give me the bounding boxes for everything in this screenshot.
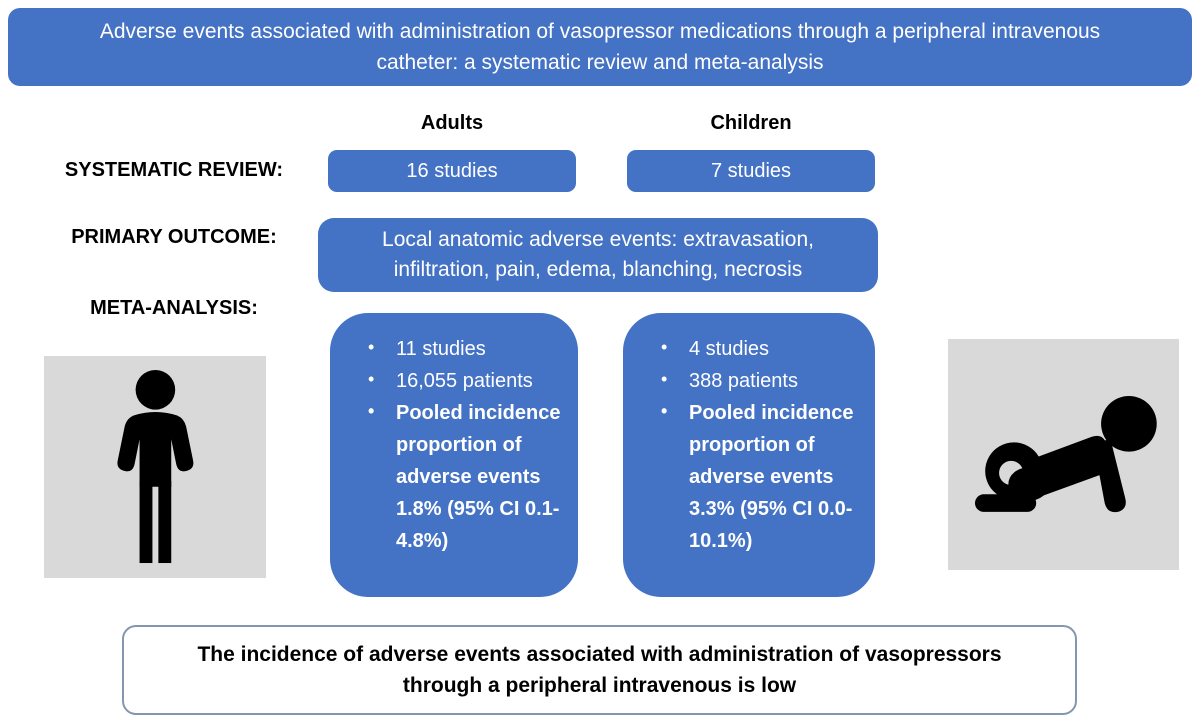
- children-studies-box: 7 studies: [627, 150, 875, 192]
- bullet-item: • 11 studies: [366, 333, 562, 365]
- conclusion-text: The incidence of adverse events associated with administration of vasopressors through a peripheral intravenous is low: [197, 642, 1002, 697]
- conclusion-box: [122, 625, 1077, 715]
- figure-title: Adverse events associated with administration of vasopressor medications through a peripheral intravenous catheter: a systematic review and meta-analysis: [99, 19, 1101, 74]
- bullet-item: • 4 studies: [659, 333, 855, 365]
- bullet-item: • Pooled incidence proportion of adverse events 3.3% (95% CI 0.0-10.1%): [659, 397, 855, 557]
- title-banner: [8, 8, 1192, 86]
- adults-studies-box: 16 studies: [328, 150, 576, 192]
- children-bullet-list: [623, 333, 861, 557]
- bullet-item: • Pooled incidence proportion of adverse events 1.8% (95% CI 0.1-4.8%): [366, 397, 562, 557]
- column-header-children: Children: [710, 112, 792, 134]
- adults-meta-analysis-box: [330, 313, 578, 597]
- primary-outcome-text: Local anatomic adverse events: extravasation, infiltration, pain, edema, blanching, necrosis: [382, 227, 814, 281]
- crawling-baby-icon: [962, 383, 1166, 531]
- row-label-primary-outcome: PRIMARY OUTCOME:: [71, 226, 277, 248]
- primary-outcome-box: [318, 218, 878, 292]
- adult-icon-tile: [44, 356, 266, 578]
- adults-bullet-list: [330, 333, 564, 557]
- column-header-adults: Adults: [420, 112, 484, 134]
- baby-icon-tile: [948, 339, 1179, 570]
- bullet-item: • 388 patients: [659, 365, 855, 397]
- adult-person-icon: [96, 368, 215, 566]
- row-label-meta-analysis: META-ANALYSIS:: [90, 297, 258, 319]
- row-label-systematic-review: SYSTEMATIC REVIEW:: [64, 159, 284, 181]
- bullet-item: • 16,055 patients: [366, 365, 562, 397]
- children-meta-analysis-box: [623, 313, 875, 597]
